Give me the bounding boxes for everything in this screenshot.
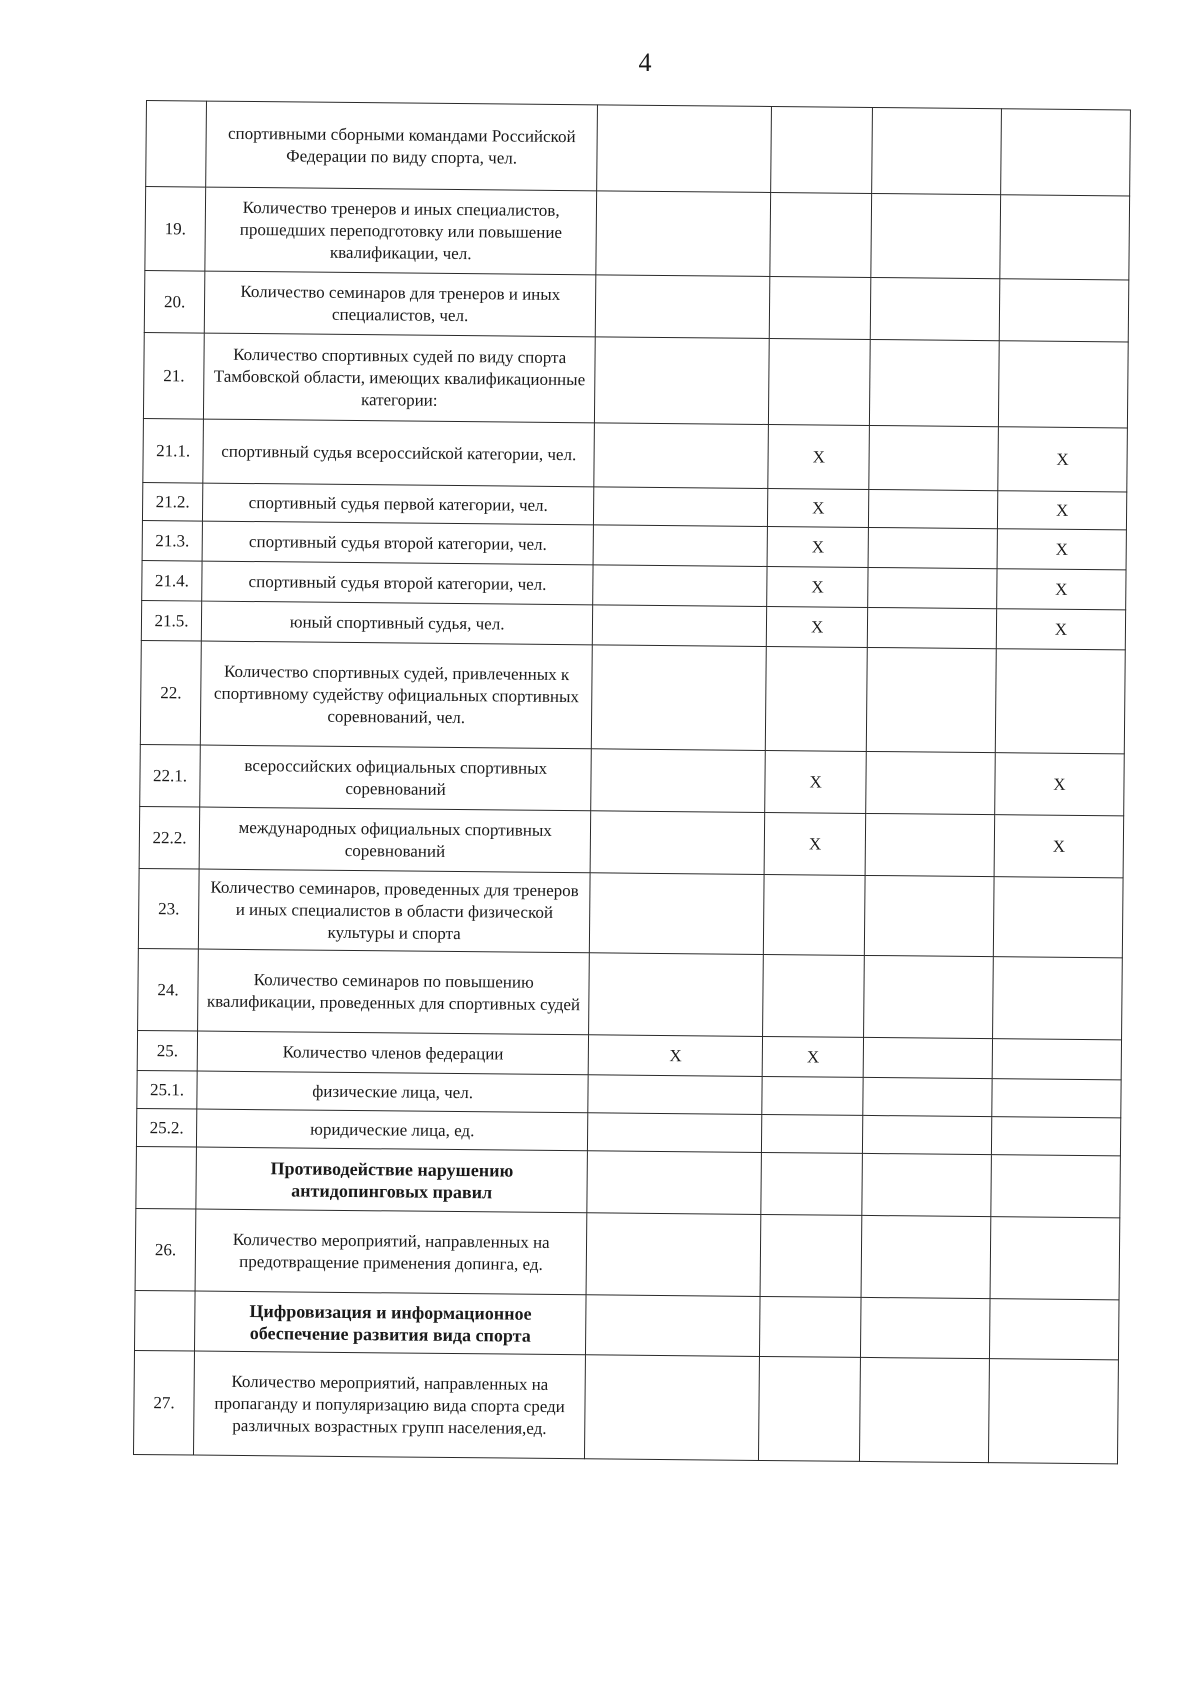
row-number: 21.3. (142, 520, 203, 561)
value-cell (864, 875, 994, 956)
indicator-description: спортивный судья второй категории, чел. (202, 521, 593, 565)
value-cell (991, 1117, 1120, 1156)
row-number: 22.1. (140, 744, 201, 807)
value-cell (991, 1155, 1121, 1218)
table-row (143, 418, 1128, 491)
indicators-table (133, 100, 1131, 1464)
value-cell (765, 646, 867, 751)
value-cell (992, 1039, 1121, 1080)
indicator-description: Количество членов федерации (197, 1031, 588, 1075)
value-cell (998, 341, 1128, 428)
table-row (145, 187, 1130, 280)
indicator-description: Количество мероприятий, направленных на пропаганду и популяризацию вида спорта среди различных возрастных групп населения,ед. (194, 1351, 586, 1459)
row-number: 21.2. (142, 482, 203, 521)
value-cell: X (762, 1036, 863, 1077)
table-row (136, 1146, 1121, 1217)
indicator-description: Количество спортивных судей, привлеченных к спортивному судейству официальных спортивных соревнований, чел. (200, 641, 592, 749)
value-cell: X (766, 606, 867, 647)
value-cell (588, 1075, 762, 1115)
value-cell (590, 873, 765, 955)
value-cell (592, 605, 766, 647)
value-cell (593, 565, 767, 607)
value-cell (869, 425, 999, 490)
indicator-description: международных официальных спортивных соревнований (199, 807, 591, 873)
indicator-description: спортивный судья всероссийской категории, чел. (203, 419, 595, 487)
table-row (138, 868, 1123, 957)
row-number: 20. (144, 270, 205, 333)
value-cell: X (998, 427, 1128, 492)
row-number: 21.1. (143, 418, 204, 483)
value-cell (993, 877, 1123, 958)
indicator-description: спортивный судья первой категории, чел. (203, 483, 594, 525)
value-cell (863, 1115, 992, 1154)
value-cell (762, 1114, 863, 1153)
indicator-description: Количество мероприятий, направленных на предотвращение применения допинга, ед. (195, 1209, 587, 1295)
value-cell (999, 279, 1129, 342)
value-cell: X (997, 529, 1126, 570)
value-cell (764, 874, 866, 955)
table-row (140, 744, 1125, 815)
value-cell (864, 955, 994, 1038)
value-cell (863, 1077, 992, 1116)
value-cell: X (765, 750, 867, 813)
value-cell (861, 1215, 991, 1298)
page-number: 4 (638, 48, 652, 77)
value-cell (595, 275, 770, 339)
value-cell (594, 487, 768, 527)
value-cell (597, 105, 772, 193)
table-row (135, 1208, 1120, 1299)
row-number: 21. (143, 332, 204, 419)
row-number: 21.4. (142, 560, 203, 601)
value-cell (595, 337, 770, 425)
value-cell (990, 1299, 1120, 1360)
value-cell (1001, 109, 1131, 196)
value-cell (989, 1359, 1119, 1464)
value-cell: X (996, 609, 1125, 650)
value-cell: X (995, 753, 1125, 816)
value-cell (866, 647, 996, 752)
row-number: 22. (140, 640, 201, 745)
value-cell: X (994, 815, 1124, 878)
value-cell (872, 107, 1002, 194)
table-row (144, 270, 1129, 341)
value-cell (770, 193, 872, 278)
indicator-description: Количество семинаров по повышению квалификации, проведенных для спортивных судей (198, 949, 590, 1035)
value-cell (769, 276, 871, 339)
value-cell (867, 607, 996, 648)
row-number: 19. (145, 187, 206, 272)
table-row (138, 948, 1123, 1039)
section-heading: Противодействие нарушению антидопинговых правил (196, 1147, 588, 1213)
value-cell (866, 751, 995, 814)
value-cell: X (768, 488, 869, 527)
value-cell (870, 339, 1000, 426)
value-cell (586, 1213, 761, 1297)
indicator-description: Количество спортивных судей по виду спорта Тамбовской области, имеющих квалификационные категории: (204, 333, 596, 423)
value-cell (771, 107, 873, 194)
table-row (133, 1350, 1118, 1463)
value-cell: X (764, 812, 866, 875)
value-cell (760, 1296, 862, 1357)
value-cell (769, 338, 871, 425)
value-cell (868, 567, 997, 608)
value-cell: X (997, 569, 1126, 610)
table-row (140, 640, 1125, 753)
row-number: 27. (133, 1350, 194, 1455)
value-cell (759, 1356, 861, 1461)
table-row (146, 101, 1131, 196)
value-cell (871, 193, 1001, 278)
value-cell (763, 954, 865, 1037)
value-cell (862, 1153, 991, 1216)
value-cell (593, 525, 767, 567)
row-number: 24. (138, 948, 199, 1031)
value-cell (596, 191, 771, 277)
value-cell (760, 1214, 862, 1297)
value-cell (591, 645, 766, 751)
row-number (134, 1290, 195, 1351)
value-cell (594, 423, 769, 489)
row-number: 21.5. (141, 600, 202, 641)
value-cell (863, 1037, 992, 1078)
value-cell (995, 649, 1125, 754)
value-cell: X (588, 1035, 762, 1077)
value-cell (761, 1152, 863, 1215)
value-cell (1000, 195, 1130, 280)
value-cell: X (997, 491, 1126, 530)
value-cell (762, 1076, 863, 1115)
value-cell (990, 1217, 1120, 1300)
value-cell (586, 1295, 761, 1357)
indicator-description: физические лица, чел. (197, 1071, 588, 1113)
value-cell (861, 1297, 990, 1358)
row-number: 23. (138, 868, 199, 949)
value-cell (590, 811, 765, 875)
row-number: 26. (135, 1208, 196, 1291)
row-number: 25.2. (136, 1108, 197, 1147)
value-cell (587, 1151, 762, 1215)
table-row (134, 1290, 1119, 1359)
value-cell (860, 1357, 990, 1462)
indicator-description: юридические лица, ед. (197, 1109, 588, 1151)
value-cell (591, 749, 766, 813)
indicator-description: юный спортивный судья, чел. (201, 601, 592, 645)
indicator-description: спортивными сборными командами Российской Федерации по виду спорта, чел. (206, 101, 598, 191)
value-cell (589, 953, 764, 1037)
indicator-description: спортивный судья второй категории, чел. (202, 561, 593, 605)
table-row (139, 806, 1124, 877)
value-cell (870, 277, 999, 340)
row-number (146, 101, 207, 188)
table-row (143, 332, 1128, 427)
indicator-description: Количество семинаров, проведенных для тренеров и иных специалистов в области физической культуры и спорта (199, 869, 591, 953)
row-number: 25.1. (137, 1070, 198, 1109)
value-cell (865, 813, 994, 876)
value-cell (992, 1079, 1121, 1118)
value-cell (869, 489, 998, 528)
indicator-description: Количество тренеров и иных специалистов, прошедших переподготовку или повышение квалификации, чел. (205, 187, 597, 275)
indicator-description: Количество семинаров для тренеров и иных специалистов, чел. (204, 271, 596, 337)
section-heading: Цифровизация и информационное обеспечение развития вида спорта (195, 1291, 587, 1355)
value-cell (868, 527, 997, 568)
value-cell: X (768, 424, 870, 489)
value-cell: X (767, 566, 868, 607)
row-number (136, 1146, 197, 1209)
value-cell: X (767, 526, 868, 567)
value-cell (588, 1113, 762, 1153)
row-number: 25. (137, 1030, 198, 1071)
value-cell (585, 1355, 760, 1461)
indicator-description: всероссийских официальных спортивных соревнований (200, 745, 592, 811)
value-cell (993, 957, 1123, 1040)
row-number: 22.2. (139, 806, 200, 869)
